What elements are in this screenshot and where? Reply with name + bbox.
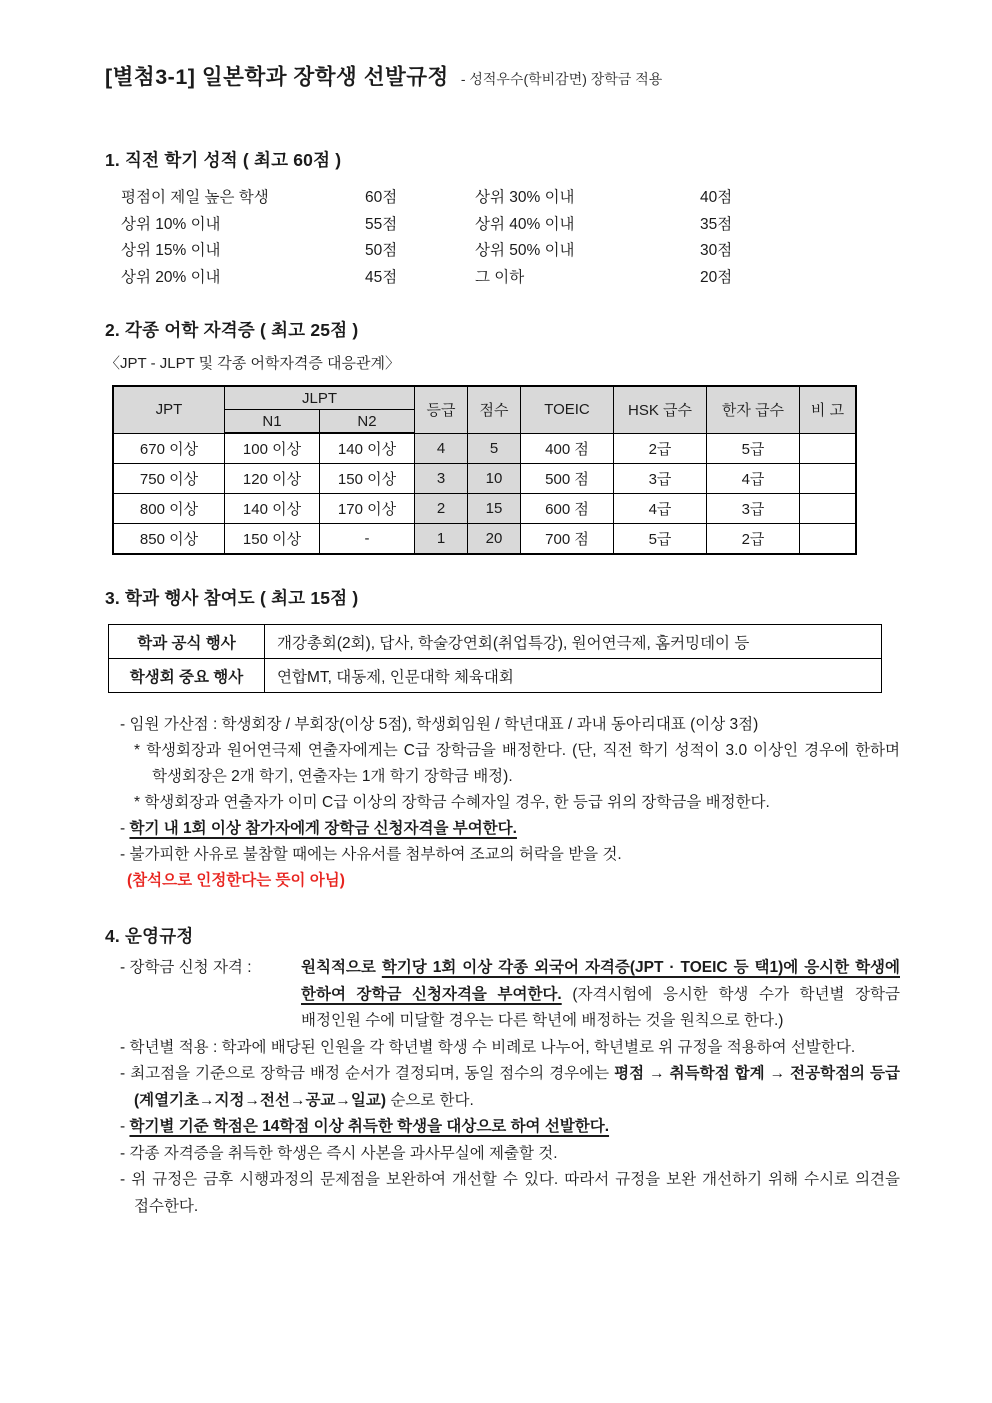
header-cell-jpt: JPT bbox=[113, 386, 225, 433]
op-tiebreak-normal1: - 최고점을 기준으로 장학금 배정 순서가 결정되며, 동일 점수의 경우에는 bbox=[120, 1065, 610, 1082]
cert-table-body bbox=[113, 433, 856, 554]
title-main: [별첨3-1] 일본학과 장학생 선발규정 bbox=[105, 65, 449, 89]
score-label: 그 이하 bbox=[475, 268, 525, 286]
table-cell: 150 이상 bbox=[320, 464, 415, 494]
table-cell: 500 점 bbox=[521, 464, 614, 494]
table-cell: 4 bbox=[415, 433, 468, 464]
score-value: 60점 bbox=[365, 189, 398, 206]
header-cell-hsk: HSK 급수 bbox=[614, 386, 707, 433]
section2-heading: 2. 각종 어학 자격증 ( 최고 25점 ) bbox=[105, 320, 359, 340]
table-cell: 2급 bbox=[707, 524, 800, 555]
cert-table-head bbox=[113, 386, 856, 433]
op-tiebreak-normal2: 순으로 한다. bbox=[390, 1091, 474, 1109]
event-row-label: 학생회 중요 행사 bbox=[109, 659, 265, 693]
table-cell: 5 bbox=[468, 433, 521, 464]
header-cell-jlpt: JLPT bbox=[225, 386, 415, 410]
table-cell: 600 점 bbox=[521, 494, 614, 524]
event-row-content: 개강총회(2회), 답사, 학술강연회(취업특강), 원어연극제, 홈커밍데이 등 bbox=[265, 625, 882, 659]
table-cell: 4급 bbox=[707, 464, 800, 494]
note-absence-excuse: - 불가피한 사유로 불참할 때에는 사유서를 첨부하여 조교의 허락을 받을 것. bbox=[120, 846, 622, 863]
op-eligibility-underline: 학기당 1회 이상 각종 외국어 자격증(JPT · TOEIC 등 택1)에 응시한 학생에 한하여 장학금 신청자격을 부여한다. bbox=[301, 959, 900, 1003]
table-cell: 15 bbox=[468, 494, 521, 524]
table-cell: 5급 bbox=[707, 433, 800, 464]
table-row bbox=[109, 659, 882, 693]
section3-notes bbox=[105, 712, 900, 894]
note-participation-required-text: 학기 내 1회 이상 참가자에게 장학금 신청자격을 부여한다. bbox=[129, 820, 517, 837]
score-label: 상위 40% 이내 bbox=[475, 215, 575, 233]
table-row bbox=[113, 464, 856, 494]
op-eligibility-normal: (자격시험에 응시한 학생 수가 학년별 장학금 배정인원 수에 미달할 경우는 다른 학년에 배정하는 것을 원칙으로 한다.) bbox=[301, 985, 900, 1029]
table-cell: 670 이상 bbox=[113, 433, 225, 464]
table-cell: 150 이상 bbox=[225, 524, 320, 555]
table-cell bbox=[800, 433, 857, 464]
score-value: 50점 bbox=[365, 242, 398, 259]
note-upgrade-grant: * 학생회장과 연출자가 이미 C급 이상의 장학금 수혜자일 경우, 한 등급 위의 장학금을 배정한다. bbox=[134, 794, 770, 811]
title-subtitle: - 성적우수(학비감면) 장학금 적용 bbox=[460, 71, 663, 87]
op-tiebreak bbox=[105, 1061, 900, 1114]
op-submit-copy: - 각종 자격증을 취득한 학생은 즉시 사본을 과사무실에 제출할 것. bbox=[120, 1144, 558, 1162]
score-label: 상위 15% 이내 bbox=[121, 242, 221, 259]
table-row bbox=[109, 625, 882, 659]
grade-score-list bbox=[105, 185, 900, 291]
cert-table-caption: 〈JPT - JLPT 및 각종 어학자격증 대응관계〉 bbox=[105, 355, 401, 372]
table-cell: 140 이상 bbox=[225, 494, 320, 524]
op-dash: - bbox=[120, 1118, 126, 1135]
table-cell: 4급 bbox=[614, 494, 707, 524]
section4-items bbox=[105, 955, 900, 1220]
table-cell: 750 이상 bbox=[113, 464, 225, 494]
score-value: 45점 bbox=[365, 268, 398, 286]
op-revision: - 위 규정은 금후 시행과정의 문제점을 보완하여 개선할 수 있다. 따라서 규정을 보완 개선하기 위해 수시로 의견을 접수한다. bbox=[120, 1171, 900, 1215]
document-title bbox=[105, 60, 900, 91]
header-cell-hanja: 한자 급수 bbox=[707, 386, 800, 433]
table-cell: 100 이상 bbox=[225, 433, 320, 464]
table-cell: 5급 bbox=[614, 524, 707, 555]
op-eligibility bbox=[105, 955, 900, 1035]
note-absence-warning: (참석으로 인정한다는 뜻이 아님) bbox=[127, 872, 345, 889]
table-cell: 1 bbox=[415, 524, 468, 555]
op-tiebreak-bold: 평점 → 취득학점 합계 → 전공학점의 등급 (계열기초→지정→전선→공교→일교) bbox=[134, 1065, 900, 1109]
score-value: 35점 bbox=[700, 215, 733, 233]
score-label: 상위 30% 이내 bbox=[475, 189, 575, 206]
header-cell-score: 점수 bbox=[468, 386, 521, 433]
table-cell bbox=[800, 464, 857, 494]
language-cert-table bbox=[112, 385, 857, 555]
table-row bbox=[113, 433, 856, 464]
table-cell: 170 이상 bbox=[320, 494, 415, 524]
score-label: 상위 10% 이내 bbox=[121, 215, 221, 233]
op-eligibility-bold: 원칙적으로 bbox=[301, 959, 376, 976]
header-cell-toeic: TOEIC bbox=[521, 386, 614, 433]
note-officer-bonus: - 임원 가산점 : 학생회장 / 부회장(이상 5점), 학생회임원 / 학년대표 / 과내 동아리대표 (이상 3점) bbox=[120, 716, 759, 733]
section3-heading: 3. 학과 행사 참여도 ( 최고 15점 ) bbox=[105, 588, 359, 608]
table-cell: 2급 bbox=[614, 433, 707, 464]
table-cell: 10 bbox=[468, 464, 521, 494]
op-min-credits-text: 학기별 기준 학점은 14학점 이상 취득한 학생을 대상으로 하여 선발한다. bbox=[129, 1118, 610, 1135]
score-label: 평점이 제일 높은 학생 bbox=[121, 189, 269, 206]
table-row bbox=[113, 494, 856, 524]
table-cell: 400 점 bbox=[521, 433, 614, 464]
note-dash: - bbox=[120, 820, 126, 837]
section4-heading: 4. 운영규정 bbox=[105, 926, 194, 946]
event-row-label: 학과 공식 행사 bbox=[109, 625, 265, 659]
section1-heading: 1. 직전 학기 성적 ( 최고 60점 ) bbox=[105, 150, 342, 170]
header-cell-n2: N2 bbox=[320, 410, 415, 434]
op-eligibility-label: - 장학금 신청 자격 : bbox=[120, 959, 252, 976]
table-row bbox=[113, 386, 856, 410]
op-eligibility-body bbox=[301, 955, 900, 1035]
score-label: 상위 20% 이내 bbox=[121, 268, 221, 286]
note-president-grant: * 학생회장과 원어연극제 연출자에게는 C급 장학금을 배정한다. (단, 직전 학기 성적이 3.0 이상인 경우에 한하며 학생회장은 2개 학기, 연출자는 1개 학기 장학금 배정). bbox=[134, 742, 900, 785]
note-participation-required bbox=[105, 816, 900, 842]
score-value: 30점 bbox=[700, 242, 733, 259]
event-row-content: 연합MT, 대동제, 인문대학 체육대회 bbox=[265, 659, 882, 693]
table-cell: 3급 bbox=[614, 464, 707, 494]
op-per-grade: - 학년별 적용 : 학과에 배당된 인원을 각 학년별 학생 수 비례로 나누어, 학년별로 위 규정을 적용하여 선발한다. bbox=[120, 1038, 856, 1056]
score-value: 55점 bbox=[365, 215, 398, 233]
header-cell-grade: 등급 bbox=[415, 386, 468, 433]
op-min-credits bbox=[105, 1114, 900, 1141]
table-row bbox=[113, 524, 856, 555]
table-cell: 800 이상 bbox=[113, 494, 225, 524]
table-cell: 2 bbox=[415, 494, 468, 524]
table-cell: 140 이상 bbox=[320, 433, 415, 464]
table-cell: 3 bbox=[415, 464, 468, 494]
score-value: 40점 bbox=[700, 189, 733, 206]
header-cell-note: 비 고 bbox=[800, 386, 857, 433]
table-cell bbox=[800, 494, 857, 524]
header-cell-n1: N1 bbox=[225, 410, 320, 434]
table-cell: 20 bbox=[468, 524, 521, 555]
table-cell bbox=[800, 524, 857, 555]
table-cell: 3급 bbox=[707, 494, 800, 524]
table-cell: 120 이상 bbox=[225, 464, 320, 494]
score-label: 상위 50% 이내 bbox=[475, 242, 575, 259]
event-table bbox=[108, 624, 882, 693]
table-cell: 850 이상 bbox=[113, 524, 225, 555]
table-cell: - bbox=[320, 524, 415, 555]
score-value: 20점 bbox=[700, 268, 733, 286]
table-cell: 700 점 bbox=[521, 524, 614, 555]
